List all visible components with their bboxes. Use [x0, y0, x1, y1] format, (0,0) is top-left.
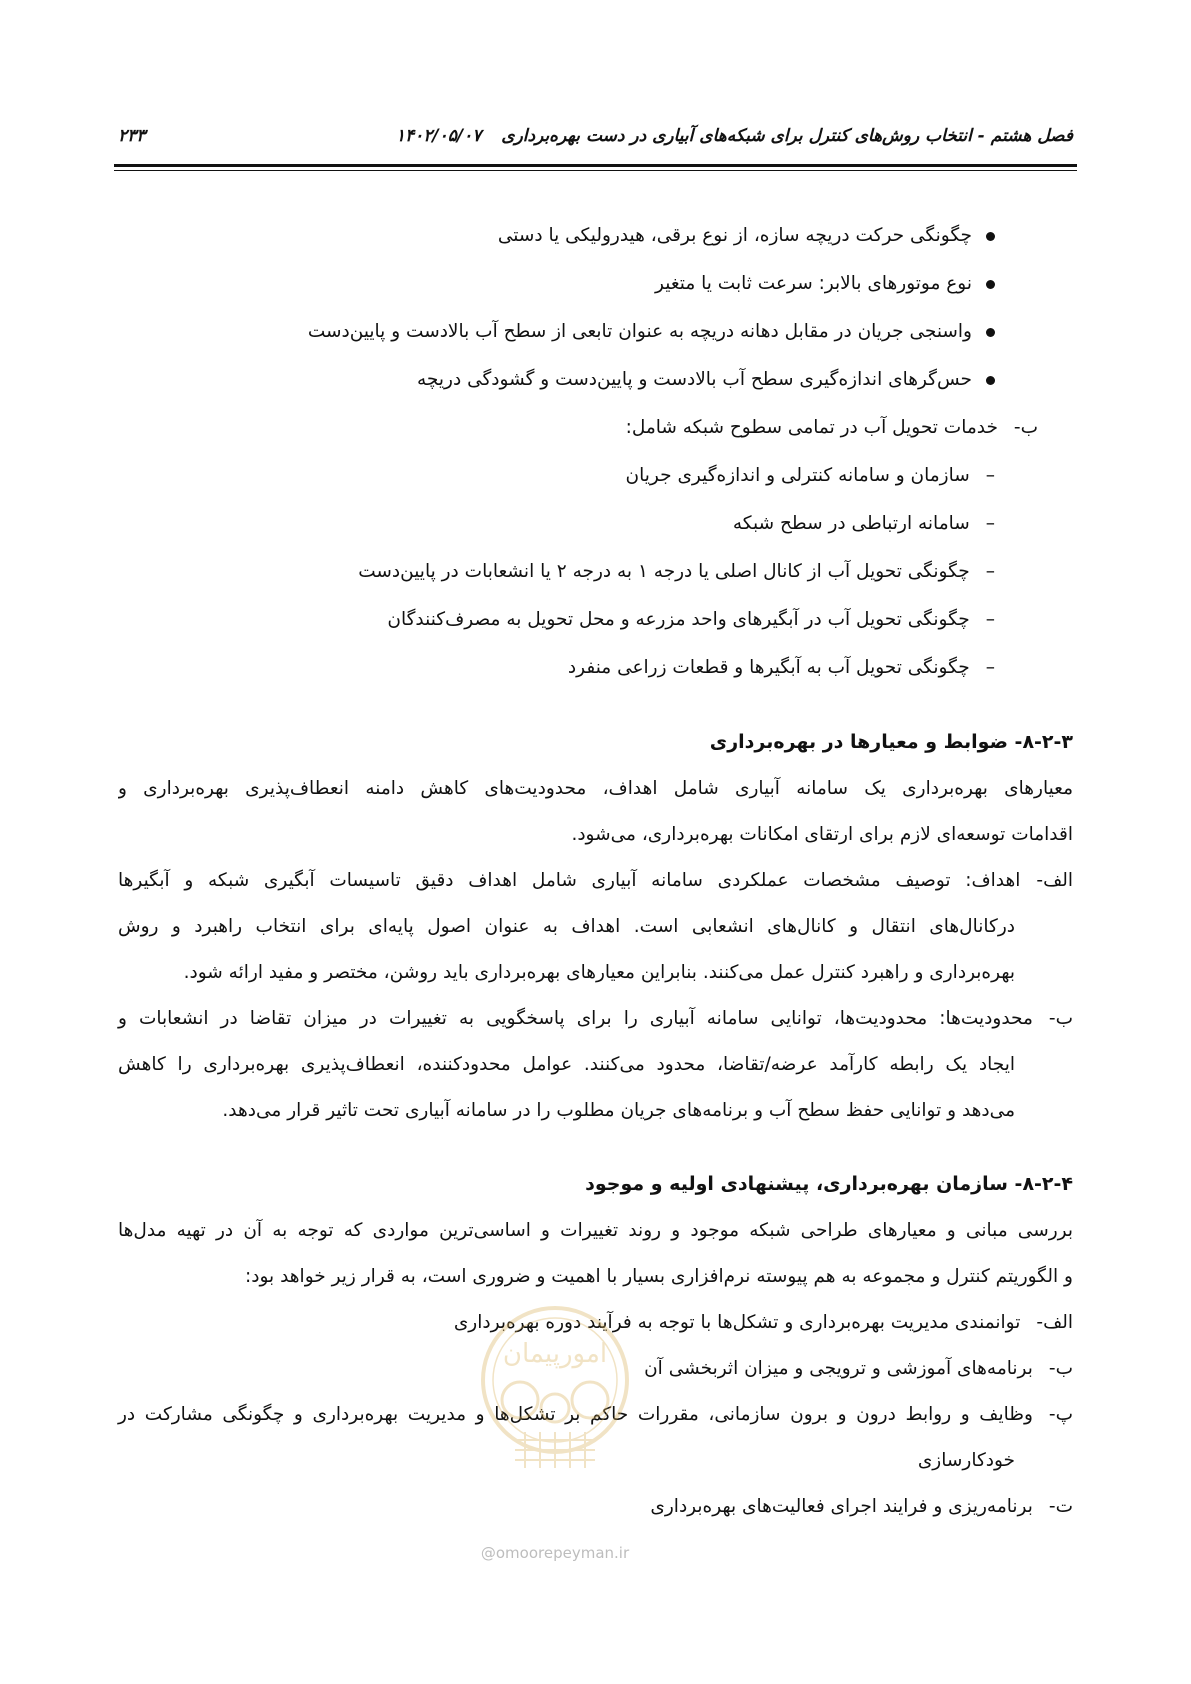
paragraph [118, 1208, 1073, 1300]
paragraph [118, 766, 1073, 858]
item-text: توانمندی مدیریت بهره‌برداری و تشکل‌ها با توجه به فرآیند دوره بهره‌برداری [453, 1312, 1021, 1333]
item-text: درکانال‌های انتقال و کانال‌های انشعابی است. اهداف به عنوان اصول پایه‌ای برای انتخاب راهبرد و روش [118, 916, 1015, 937]
section-b-item [118, 404, 1073, 452]
dash-icon: – [985, 657, 995, 678]
item-text: وظایف و روابط درون و برون سازمانی، مقررات حاکم بر تشکل‌ها و مدیریت بهره‌برداری و چگونگی مشارکت در [118, 1404, 1033, 1425]
item-text: بهره‌برداری و راهبرد کنترل عمل می‌کنند. بنابراین معیارهای بهره‌برداری باید روشن، مختصر و مفید ارائه شود. [183, 962, 1015, 983]
paragraph-line: معیارهای بهره‌برداری یک سامانه آبیاری شامل اهداف، محدودیت‌های کاهش دامنه انعطاف‌پذیری بهره‌برداری و [118, 778, 1073, 799]
item-marker: ب- [1048, 1358, 1073, 1379]
bullet-text: نوع موتورهای بالابر: سرعت ثابت یا متغیر [655, 273, 972, 294]
dash-item [118, 596, 1073, 644]
item-first-line [118, 1484, 1073, 1530]
dash-icon: – [985, 609, 995, 630]
paragraph-line: بررسی مبانی و معیارهای طراحی شبکه موجود و روند تغییرات و اساسی‌ترین مواردی که توجه به آن در تهیه مدل‌ها [118, 1220, 1073, 1241]
page-number: ۲۳۳ [118, 126, 146, 146]
dash-item [118, 548, 1073, 596]
chapter-title: فصل هشتم - انتخاب روش‌های کنترل برای شبکه‌های آبیاری در دست بهره‌برداری [501, 126, 1073, 146]
section-heading: ۸-۲-۴- سازمان بهره‌برداری، پیشنهادی اولیه و موجود [585, 1173, 1073, 1195]
section-heading: ۸-۲-۳- ضوابط و معیارها در بهره‌برداری [709, 731, 1073, 753]
item-text: خدمات تحویل آب در تمامی سطوح شبکه شامل: [625, 417, 998, 438]
bullet-item [118, 308, 1073, 356]
item-text: برنامه‌ریزی و فرایند اجرای فعالیت‌های بهره‌برداری [650, 1496, 1033, 1517]
watermark-logo [470, 1300, 640, 1490]
dash-item [118, 644, 1073, 692]
dash-item [118, 500, 1073, 548]
item-text: می‌دهد و توانایی حفظ سطح آب و برنامه‌های جریان مطلوب را در سامانه آبیاری تحت تاثیر قرار می‌دهد. [222, 1100, 1015, 1121]
item-marker: ب- [1048, 1008, 1073, 1029]
bullet-icon [986, 280, 995, 289]
bullet-item [118, 356, 1073, 404]
item-marker: ت- [1048, 1496, 1073, 1517]
header-date: ۱۴۰۲/۰۵/۰۷ [395, 126, 482, 146]
list-item [118, 996, 1073, 1134]
item-text: خودکارسازی [917, 1450, 1015, 1471]
list-item [118, 1484, 1073, 1530]
bullet-icon [986, 328, 995, 337]
dash-icon: – [985, 561, 995, 582]
header-rule-thick [114, 164, 1077, 167]
dash-icon: – [985, 513, 995, 534]
list-item [118, 858, 1073, 996]
dash-item [118, 452, 1073, 500]
dash-text: چگونگی تحویل آب به آبگیرها و قطعات زراعی منفرد [567, 657, 970, 678]
item-first-line [118, 858, 1073, 904]
dash-icon: – [985, 465, 995, 486]
running-title [396, 126, 1073, 146]
dash-text: چگونگی تحویل آب در آبگیرهای واحد مزرعه و محل تحویل به مصرف‌کنندگان [387, 609, 970, 630]
item-first-line [118, 996, 1073, 1042]
bullet-text: واسنجی جریان در مقابل دهانه دریچه به عنوان تابعی از سطح آب بالادست و پایین‌دست [307, 321, 972, 342]
item-marker: الف- [1036, 870, 1073, 891]
item-marker: ب- [1013, 417, 1038, 438]
header-rule-thin [114, 170, 1077, 171]
bullet-item [118, 212, 1073, 260]
dash-text: سامانه ارتباطی در سطح شبکه [732, 513, 970, 534]
page-header [118, 126, 1073, 168]
bullet-text: چگونگی حرکت دریچه سازه، از نوع برقی، هیدرولیکی یا دستی [497, 225, 972, 246]
watermark-logo-text: امورپیمان [502, 1339, 608, 1369]
paragraph-line: اقدامات توسعه‌ای لازم برای ارتقای امکانات بهره‌برداری، می‌شود. [571, 824, 1073, 845]
bullet-item [118, 260, 1073, 308]
bullet-icon [986, 376, 995, 385]
item-text: محدودیت‌ها: محدودیت‌ها، توانایی سامانه آبیاری را برای پاسخگویی به تغییرات در میزان تقاضا در انشعابات و [118, 1008, 1033, 1029]
paragraph-line: و الگوریتم کنترل و مجموعه به هم پیوسته نرم‌افزاری بسیار با اهمیت و ضروری است، به قرار زیر خواهد بود: [245, 1266, 1073, 1287]
bullet-icon [986, 232, 995, 241]
item-text: اهداف: توصیف مشخصات عملکردی سامانه آبیاری شامل اهداف دقیق تاسیسات آبگیری شبکه و آبگیرها [118, 870, 1021, 891]
item-marker: الف- [1036, 1312, 1073, 1333]
bullet-text: حس‌گرهای اندازه‌گیری سطح آب بالادست و پایین‌دست و گشودگی دریچه [417, 369, 972, 390]
item-text: ایجاد یک رابطه کارآمد عرضه/تقاضا، محدود می‌کنند. عوامل محدودکننده، انعطاف‌پذیری بهره‌برداری را کاهش [118, 1054, 1015, 1075]
dash-text: چگونگی تحویل آب از کانال اصلی یا درجه ۱ به درجه ۲ یا انشعابات در پایین‌دست [358, 561, 970, 582]
item-marker: پ- [1048, 1404, 1073, 1425]
watermark-site: @omoorepeyman.ir [480, 1544, 630, 1562]
dash-text: سازمان و سامانه کنترلی و اندازه‌گیری جریان [625, 465, 970, 486]
item-text: برنامه‌های آموزشی و ترویجی و میزان اثربخشی آن [644, 1358, 1033, 1379]
